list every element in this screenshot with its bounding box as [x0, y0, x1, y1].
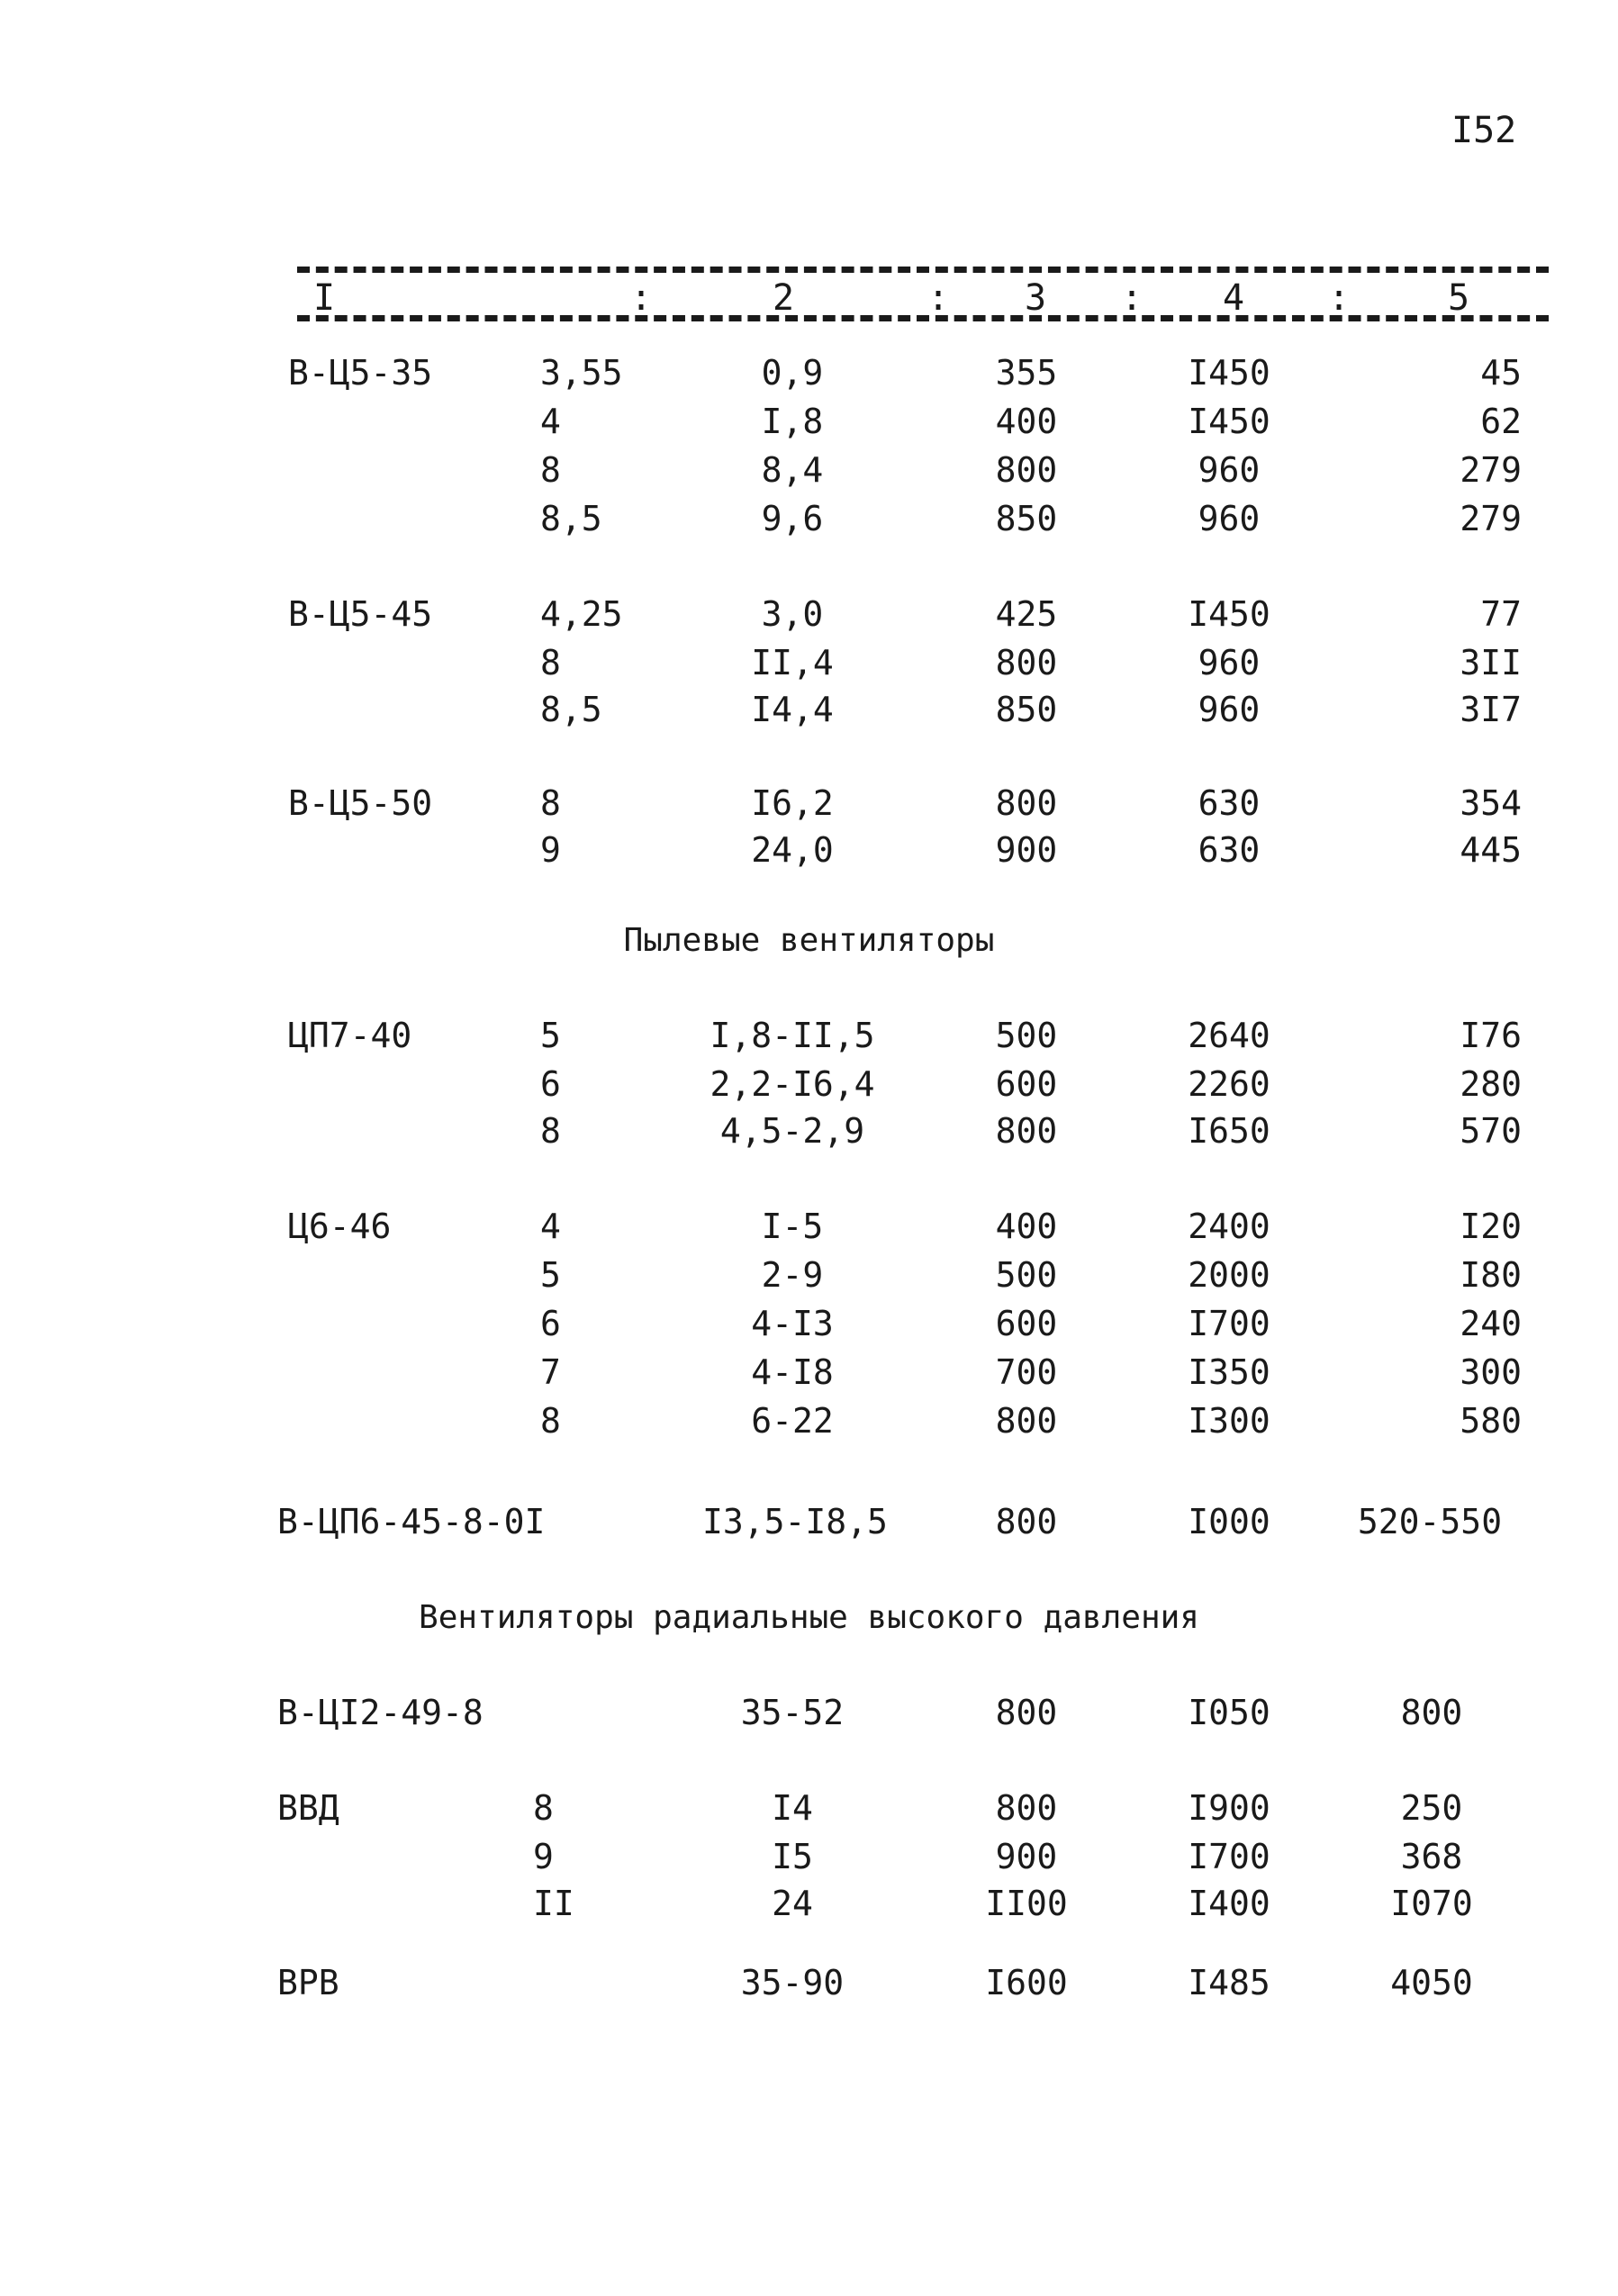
col-3-value: 600 — [995, 1304, 1058, 1343]
size-number: 8 — [540, 1401, 561, 1441]
table-row — [0, 1016, 1618, 1062]
col-4-value: 960 — [1198, 690, 1261, 729]
table-row — [0, 1064, 1618, 1111]
col-4-value: I000 — [1188, 1502, 1270, 1541]
col-5-value: 62 — [1480, 402, 1522, 441]
col-3-value: I600 — [985, 1963, 1068, 2002]
col-2-value: 8,4 — [761, 450, 824, 490]
table-row — [0, 1111, 1618, 1158]
col-3-value: 400 — [995, 402, 1058, 441]
size-number: 8,5 — [540, 499, 602, 538]
col-4-value: I350 — [1188, 1352, 1270, 1392]
column-number-1: I — [312, 277, 336, 319]
col-2-value: 0,9 — [761, 353, 824, 393]
size-number: 6 — [540, 1304, 561, 1343]
col-4-value: 2640 — [1188, 1016, 1270, 1055]
col-2-value: 4-I8 — [751, 1352, 834, 1392]
col-5-value: 570 — [1460, 1111, 1522, 1151]
col-3-value: 800 — [995, 450, 1058, 490]
col-5-value: I76 — [1460, 1016, 1522, 1055]
size-number: 5 — [540, 1255, 561, 1295]
table-row — [0, 1963, 1618, 2010]
col-2-value: 4,5-2,9 — [719, 1111, 865, 1151]
table-row — [0, 1837, 1618, 1884]
size-number: 9 — [540, 830, 561, 870]
col-5-value: 279 — [1460, 499, 1522, 538]
size-number: 4,25 — [540, 594, 623, 634]
col-4-value: I900 — [1188, 1788, 1270, 1828]
column-number-4: 4 — [1222, 277, 1245, 319]
column-separator-4: : — [1328, 277, 1351, 319]
column-separator-1: : — [630, 277, 653, 319]
col-4-value: 630 — [1198, 783, 1261, 823]
col-4-value: 960 — [1198, 643, 1261, 682]
col-5-value: 240 — [1460, 1304, 1522, 1343]
col-4-value: 2000 — [1188, 1255, 1270, 1295]
col-2-value: I5 — [772, 1837, 813, 1876]
col-3-value: 800 — [995, 1111, 1058, 1151]
table-row — [0, 1207, 1618, 1253]
size-number: 8 — [533, 1788, 554, 1828]
table-row — [0, 1255, 1618, 1302]
col-5-value: I070 — [1390, 1884, 1473, 1923]
col-5-value: 45 — [1480, 353, 1522, 393]
table-row — [0, 353, 1618, 400]
table-row — [0, 1401, 1618, 1448]
col-3-value: 850 — [995, 690, 1058, 729]
col-2-value: 2,2-I6,4 — [710, 1064, 875, 1104]
col-3-value: 600 — [995, 1064, 1058, 1104]
table-row — [0, 499, 1618, 546]
table-row — [0, 450, 1618, 497]
model-name: В-ЦП6-45-8-0I — [277, 1502, 546, 1541]
model-name: В-Ц5-50 — [288, 783, 433, 823]
col-4-value: I650 — [1188, 1111, 1270, 1151]
size-number: 7 — [540, 1352, 561, 1392]
col-2-value: 35-52 — [740, 1693, 845, 1732]
col-2-value: I3,5-I8,5 — [702, 1502, 888, 1541]
table-row — [0, 594, 1618, 641]
col-5-value: 3II — [1460, 643, 1522, 682]
column-number-3: 3 — [1024, 277, 1047, 319]
size-number: 8 — [540, 643, 561, 682]
col-2-value: 3,0 — [761, 594, 824, 634]
table-row — [0, 1884, 1618, 1930]
model-name: Ц6-46 — [288, 1207, 392, 1246]
col-4-value: 2260 — [1188, 1064, 1270, 1104]
col-5-value: 300 — [1460, 1352, 1522, 1392]
col-2-value: II,4 — [751, 643, 834, 682]
size-number: 8 — [540, 1111, 561, 1151]
col-4-value: I050 — [1188, 1693, 1270, 1732]
size-number: 6 — [540, 1064, 561, 1104]
col-3-value: 500 — [995, 1255, 1058, 1295]
col-3-value: 700 — [995, 1352, 1058, 1392]
col-2-value: 24 — [772, 1884, 813, 1923]
table-row — [0, 643, 1618, 690]
col-4-value: I400 — [1188, 1884, 1270, 1923]
col-5-value: I20 — [1460, 1207, 1522, 1246]
col-3-value: 800 — [995, 1693, 1058, 1732]
table-row — [0, 1502, 1618, 1549]
model-name: ЦП7-40 — [288, 1016, 412, 1055]
col-2-value: 35-90 — [740, 1963, 845, 2002]
col-5-value: 250 — [1400, 1788, 1463, 1828]
col-3-value: 800 — [995, 643, 1058, 682]
col-3-value: 800 — [995, 783, 1058, 823]
table-row — [0, 783, 1618, 830]
col-3-value: 425 — [995, 594, 1058, 634]
size-number: 5 — [540, 1016, 561, 1055]
col-5-value: 580 — [1460, 1401, 1522, 1441]
model-name: В-ЦI2-49-8 — [277, 1693, 484, 1732]
col-4-value: 960 — [1198, 499, 1261, 538]
col-2-value: 4-I3 — [751, 1304, 834, 1343]
col-3-value: II00 — [985, 1884, 1068, 1923]
column-number-2: 2 — [772, 277, 795, 319]
table-row — [0, 1693, 1618, 1740]
col-4-value: 2400 — [1188, 1207, 1270, 1246]
col-5-value: I80 — [1460, 1255, 1522, 1295]
col-4-value: I300 — [1188, 1401, 1270, 1441]
col-2-value: I,8-II,5 — [710, 1016, 875, 1055]
col-2-value: 2-9 — [761, 1255, 824, 1295]
size-number: 3,55 — [540, 353, 623, 393]
table-row — [0, 402, 1618, 448]
size-number: 8 — [540, 450, 561, 490]
col-2-value: I-5 — [761, 1207, 824, 1246]
size-number: 4 — [540, 1207, 561, 1246]
col-2-value: I4 — [772, 1788, 813, 1828]
table-row — [0, 1304, 1618, 1351]
col-2-value: I6,2 — [751, 783, 834, 823]
column-separator-2: : — [927, 277, 950, 319]
page-number: I52 — [1451, 110, 1517, 151]
col-2-value: 24,0 — [751, 830, 834, 870]
col-4-value: 630 — [1198, 830, 1261, 870]
col-5-value: 280 — [1460, 1064, 1522, 1104]
col-3-value: 800 — [995, 1401, 1058, 1441]
col-4-value: I700 — [1188, 1304, 1270, 1343]
col-4-value: 960 — [1198, 450, 1261, 490]
section-heading-dust-fans: Пылевые вентиляторы — [623, 922, 995, 959]
column-separator-3: : — [1121, 277, 1143, 319]
col-4-value: I450 — [1188, 353, 1270, 393]
column-number-5: 5 — [1447, 277, 1470, 319]
table-row — [0, 830, 1618, 877]
section-heading-high-pressure: Вентиляторы радиальные высокого давления — [419, 1599, 1199, 1636]
col-2-value: 6-22 — [751, 1401, 834, 1441]
col-3-value: 400 — [995, 1207, 1058, 1246]
col-2-value: I4,4 — [751, 690, 834, 729]
table-row — [0, 690, 1618, 737]
col-5-value: 354 — [1460, 783, 1522, 823]
model-name: В-Ц5-35 — [288, 353, 433, 393]
col-5-value: 445 — [1460, 830, 1522, 870]
table-row — [0, 1352, 1618, 1399]
model-name: ВВД — [277, 1788, 339, 1828]
col-2-value: I,8 — [761, 402, 824, 441]
size-number: 8 — [540, 783, 561, 823]
col-5-value: 4050 — [1390, 1963, 1473, 2002]
col-5-value: 368 — [1400, 1837, 1463, 1876]
header-top-rule — [297, 267, 1549, 273]
col-3-value: 900 — [995, 830, 1058, 870]
col-5-value: 3I7 — [1460, 690, 1522, 729]
size-number: II — [533, 1884, 574, 1923]
col-5-value: 279 — [1460, 450, 1522, 490]
model-name: ВРВ — [277, 1963, 339, 2002]
table-row — [0, 1788, 1618, 1835]
header-bottom-rule — [297, 315, 1549, 321]
model-name: В-Ц5-45 — [288, 594, 433, 634]
col-4-value: I485 — [1188, 1963, 1270, 2002]
col-3-value: 500 — [995, 1016, 1058, 1055]
col-3-value: 850 — [995, 499, 1058, 538]
col-5-value: 520-550 — [1357, 1502, 1503, 1541]
col-5-value: 800 — [1400, 1693, 1463, 1732]
size-number: 8,5 — [540, 690, 602, 729]
col-4-value: I450 — [1188, 402, 1270, 441]
col-2-value: 9,6 — [761, 499, 824, 538]
col-3-value: 900 — [995, 1837, 1058, 1876]
col-3-value: 800 — [995, 1788, 1058, 1828]
col-4-value: I700 — [1188, 1837, 1270, 1876]
size-number: 4 — [540, 402, 561, 441]
col-3-value: 800 — [995, 1502, 1058, 1541]
col-5-value: 77 — [1480, 594, 1522, 634]
table-header — [297, 254, 1549, 326]
col-4-value: I450 — [1188, 594, 1270, 634]
size-number: 9 — [533, 1837, 554, 1876]
col-3-value: 355 — [995, 353, 1058, 393]
